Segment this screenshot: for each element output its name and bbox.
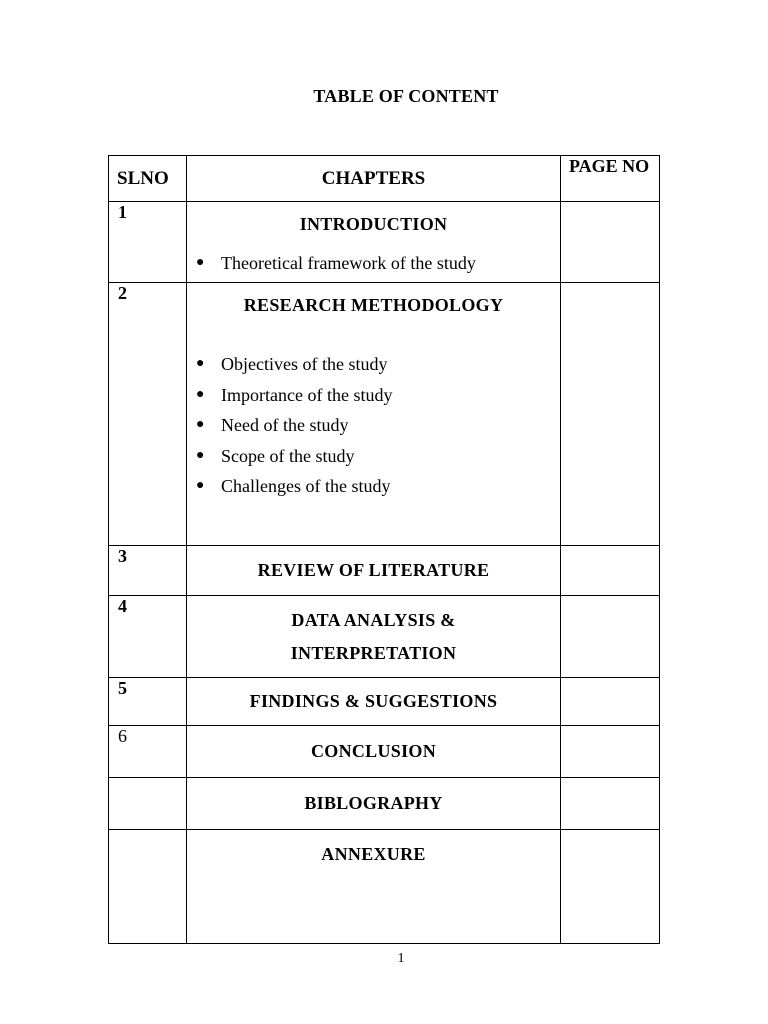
row-slno: 2 bbox=[109, 283, 187, 546]
row-chapter bbox=[187, 283, 561, 546]
chapter-title: ANNEXURE bbox=[321, 844, 426, 864]
bullet-icon: ● bbox=[196, 356, 205, 371]
list-item bbox=[187, 471, 560, 502]
topic-list bbox=[187, 248, 560, 279]
row-page bbox=[561, 596, 660, 678]
list-item-label: Challenges of the study bbox=[221, 476, 391, 496]
table-header-row bbox=[109, 156, 660, 202]
table-row bbox=[109, 283, 660, 546]
list-item bbox=[187, 380, 560, 411]
table-of-contents bbox=[108, 155, 660, 944]
list-item-label: Importance of the study bbox=[221, 384, 393, 405]
row-slno: 1 bbox=[109, 202, 187, 283]
table-row bbox=[109, 726, 660, 778]
row-page bbox=[561, 283, 660, 546]
list-item-label: Theoretical framework of the study bbox=[221, 253, 476, 273]
chapter-title: CONCLUSION bbox=[187, 726, 561, 778]
row-chapter bbox=[187, 202, 561, 283]
row-page bbox=[561, 830, 660, 944]
table-row bbox=[109, 778, 660, 830]
chapter-title-line1: DATA ANALYSIS & bbox=[291, 610, 456, 630]
table-row bbox=[109, 830, 660, 944]
row-chapter bbox=[187, 596, 561, 678]
row-slno: 6 bbox=[109, 726, 187, 778]
chapter-title: REVIEW OF LITERATURE bbox=[187, 546, 561, 596]
list-item bbox=[187, 248, 560, 279]
chapter-title: INTRODUCTION bbox=[299, 214, 448, 234]
list-item-label: Scope of the study bbox=[221, 445, 355, 466]
bullet-icon: ● bbox=[196, 255, 205, 270]
row-page bbox=[561, 678, 660, 726]
row-slno bbox=[109, 778, 187, 830]
list-item bbox=[187, 441, 560, 472]
bullet-icon: ● bbox=[196, 447, 205, 463]
row-page bbox=[561, 726, 660, 778]
chapter-title-line2: INTERPRETATION bbox=[290, 643, 457, 663]
row-slno bbox=[109, 830, 187, 944]
list-item bbox=[187, 349, 560, 380]
topic-list bbox=[187, 349, 560, 502]
page-title: TABLE OF CONTENT bbox=[313, 86, 499, 106]
list-item-label: Need of the study bbox=[221, 415, 349, 435]
list-item-label: Objectives of the study bbox=[221, 354, 388, 374]
page-number: 1 bbox=[397, 951, 405, 966]
chapter-title: FINDINGS & SUGGESTIONS bbox=[187, 678, 561, 726]
list-item bbox=[187, 410, 560, 441]
table-row bbox=[109, 596, 660, 678]
bullet-icon: ● bbox=[196, 386, 205, 402]
chapter-title: BIBLOGRAPHY bbox=[187, 778, 561, 830]
bullet-icon: ● bbox=[196, 478, 205, 493]
table-row bbox=[109, 546, 660, 596]
header-page-no: PAGE NO bbox=[561, 156, 660, 202]
header-chapters: CHAPTERS bbox=[187, 156, 561, 202]
row-slno: 3 bbox=[109, 546, 187, 596]
row-slno: 5 bbox=[109, 678, 187, 726]
row-page bbox=[561, 778, 660, 830]
table-row bbox=[109, 678, 660, 726]
row-page bbox=[561, 202, 660, 283]
header-slno: SLNO bbox=[109, 156, 187, 202]
bullet-icon: ● bbox=[196, 417, 205, 432]
table-row bbox=[109, 202, 660, 283]
chapter-title: RESEARCH METHODOLOGY bbox=[243, 295, 504, 315]
row-page bbox=[561, 546, 660, 596]
row-slno: 4 bbox=[109, 596, 187, 678]
row-chapter bbox=[187, 830, 561, 944]
